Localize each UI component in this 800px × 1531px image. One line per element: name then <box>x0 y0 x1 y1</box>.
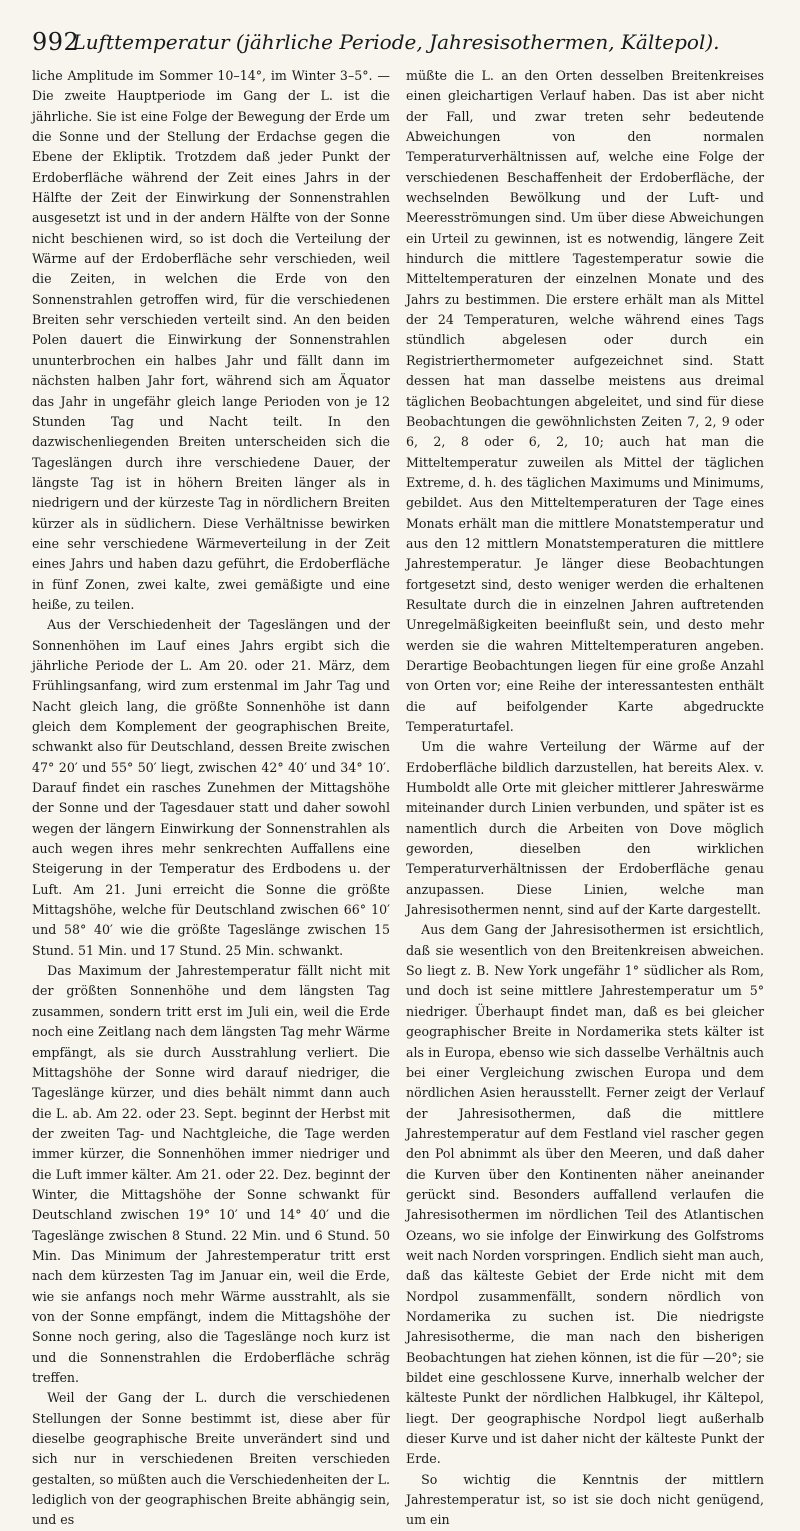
page-header <box>32 22 760 60</box>
paragraph: Weil der Gang der L. durch die verschiedenen Stellungen der Sonne bestimmt ist, diese aber für dieselbe geographische Breite unverändert sind und sich nur in verschiedenen Breiten verschieden gestalten, so müßten auch die Verschiedenheiten der L. lediglich von der geographischen Breite abhängig sein, und es <box>32 1390 390 1528</box>
text-columns <box>32 66 764 1531</box>
paragraph: So wichtig die Kenntnis der mittlern Jahrestemperatur ist, so ist sie doch nicht genügend, um ein <box>406 1471 764 1528</box>
paragraph: Um die wahre Verteilung der Wärme auf der Erdoberfläche bildlich darzustellen, hat bereits Alex. v. Humboldt alle Orte mit gleicher mittlerer Jahreswärme miteinander durch Linien verbunden, und später ist es namentlich durch die Arbeiten von Dove möglich geworden, dieselben den wirklichen Temperaturverhältnissen der Erdoberfläche genau anzupassen. Diese Linien, welche man Jahresisothermen nennt, sind auf der Karte dargestellt. <box>406 739 764 918</box>
running-title: Lufttemperatur (jährliche Periode, Jahresisothermen, Kältepol). <box>72 30 720 54</box>
left-column <box>32 66 390 1531</box>
right-column <box>406 66 764 1531</box>
paragraph: liche Amplitude im Sommer 10–14°, im Winter 3–5°. — Die zweite Hauptperiode im Gang der L. ist die jährliche. Sie ist eine Folge der Bewegung der Erde um die Sonne und der Stellung der Erdachse gegen die Ebene der Ekliptik. Trotzdem daß jeder Punkt der Erdoberfläche während der Zeit eines Jahrs in der Hälfte der Zeit der Einwirkung der Sonnenstrahlen ausgesetzt ist und in der andern Hälfte von der Sonne nicht beschienen wird, so ist doch die Verteilung der Wärme auf der Erdoberfläche sehr verschieden, weil die Zeiten, in welchen die Erde von den Sonnenstrahlen getroffen wird, für die verschiedenen Breiten sehr verschieden verteilt sind. An den beiden Polen dauert die Einwirkung der Sonnenstrahlen ununterbrochen ein halbes Jahr und fällt dann im nächsten halben Jahr fort, während sich am Äquator das Jahr in ungefähr gleich lange Perioden von je 12 Stunden Tag und Nacht teilt. In den dazwischenliegenden Breiten unterscheiden sich die Tageslängen durch ihre verschiedene Dauer, der längste Tag ist in höhern Breiten länger als in niedrigern und der kürzeste Tag in nördlichern Breiten kürzer als in südlichern. Diese Verhältnisse bewirken eine sehr verschiedene Wärmeverteilung in der Zeit eines Jahrs und haben dazu geführt, die Erdoberfläche in fünf Zonen, zwei kalte, zwei gemäßigte und eine heiße, zu teilen. <box>32 68 390 612</box>
paragraph: Aus dem Gang der Jahresisothermen ist ersichtlich, daß sie wesentlich von den Breitenkreisen abweichen. So liegt z. B. New York ungefähr 1° südlicher als Rom, und doch ist seine mittlere Jahrestemperatur um 5° niedriger. Überhaupt findet man, daß es bei gleicher geographischer Breite in Nordamerika stets kälter ist als in Europa, ebenso wie sich dasselbe Verhältnis auch bei einer Vergleichung zwischen Europa und dem nördlichen Asien herausstellt. Ferner zeigt der Verlauf der Jahresisothermen, daß die mittlere Jahrestemperatur auf dem Festland viel rascher gegen den Pol abnimmt als über den Meeren, und daß daher die Kurven über den Kontinenten näher aneinander gerückt sind. Besonders auffallend verlaufen die Jahresisothermen im nördlichen Teil des Atlantischen Ozeans, wo sie infolge der Einwirkung des Golfstroms weit nach Norden vorspringen. Endlich sieht man auch, daß das kälteste Gebiet der Erde nicht mit dem Nordpol zusammenfällt, sondern nördlich von Nordamerika zu suchen ist. Die niedrigste Jahresisotherme, die man nach den bisherigen Beobachtungen hat ziehen können, ist die für —20°; sie bildet eine geschlossene Kurve, innerhalb welcher der kälteste Punkt der nördlichen Halbkugel, ihr Kältepol, liegt. Der geographische Nordpol liegt außerhalb dieser Kurve und ist daher nicht der kälteste Punkt der Erde. <box>406 922 764 1467</box>
paragraph: Das Maximum der Jahrestemperatur fällt nicht mit der größten Sonnenhöhe und dem längsten Tag zusammen, sondern tritt erst im Juli ein, weil die Erde noch eine Zeitlang nach dem längsten Tag mehr Wärme empfängt, als sie durch Ausstrahlung verliert. Die Mittagshöhe der Sonne wird darauf niedriger, die Tageslänge kürzer, und dies behält nimmt dann auch die L. ab. Am 22. oder 23. Sept. beginnt der Herbst mit der zweiten Tag- und Nachtgleiche, die Tage werden immer kürzer, die Sonnenhöhen immer niedriger und die Luft immer kälter. Am 21. oder 22. Dez. beginnt der Winter, die Mittagshöhe der Sonne schwankt für Deutschland zwischen 19° 10′ und 14° 40′ und die Tageslänge zwischen 8 Stund. 22 Min. und 6 Stund. 50 Min. Das Minimum der Jahrestemperatur tritt erst nach dem kürzesten Tag im Januar ein, weil die Erde, wie sie anfangs noch mehr Wärme ausstrahlt, als sie von der Sonne empfängt, indem die Mittagshöhe der Sonne noch gering, also die Tageslänge noch kurz ist und die Sonnenstrahlen die Erdoberfläche schräg treffen. <box>32 963 390 1385</box>
paragraph: müßte die L. an den Orten desselben Breitenkreises einen gleichartigen Verlauf haben. Das ist aber nicht der Fall, und zwar treten sehr bedeutende Abweichungen von den normalen Temperaturverhältnissen auf, welche eine Folge der verschiedenen Beschaffenheit der Erdoberfläche, der wechselnden Bewölkung und der Luft- und Meeresströmungen sind. Um über diese Abweichungen ein Urteil zu gewinnen, ist es notwendig, längere Zeit hindurch die mittlere Tagestemperatur sowie die Mitteltemperaturen der einzelnen Monate und des Jahrs zu bestimmen. Die erstere erhält man als Mittel der 24 Temperaturen, welche während eines Tags stündlich abgelesen oder durch ein Registrierthermometer aufgezeichnet sind. Statt dessen hat man dasselbe meistens aus dreimal täglichen Beobachtungen abgeleitet, und sind für diese Beobachtungen die gewöhnlichsten Zeiten 7, 2, 9 oder 6, 2, 8 oder 6, 2, 10; auch hat man die Mitteltemperatur zuweilen als Mittel der täglichen Extreme, d. h. des täglichen Maximums und Minimums, gebildet. Aus den Mitteltemperaturen der Tage eines Monats erhält man die mittlere Monatstemperatur und aus den 12 mittlern Monatstemperaturen die mittlere Jahrestemperatur. Je länger diese Beobachtungen fortgesetzt sind, desto weniger werden die erhaltenen Resultate durch die in einzelnen Jahren auftretenden Unregelmäßigkeiten beeinflußt sein, und desto mehr werden sie die wahren Mitteltemperaturen angeben. Derartige Beobachtungen liegen für eine große Anzahl von Orten vor; eine Reihe der interessantesten enthält die auf beifolgender Karte abgedruckte Temperaturtafel. <box>406 68 764 734</box>
paragraph: Aus der Verschiedenheit der Tageslängen und der Sonnenhöhen im Lauf eines Jahrs ergibt sich die jährliche Periode der L. Am 20. oder 21. März, dem Frühlingsanfang, wird zum erstenmal im Jahr Tag und Nacht gleich lang, die größte Sonnenhöhe ist dann gleich dem Komplement der geographischen Breite, schwankt also für Deutschland, dessen Breite zwischen 47° 20′ und 55° 50′ liegt, zwischen 42° 40′ und 34° 10′. Darauf findet ein rasches Zunehmen der Mittagshöhe der Sonne und der Tagesdauer statt und daher sowohl wegen der längern Einwirkung der Sonnenstrahlen als auch wegen ihres mehr senkrechten Auffallens eine Steigerung in der Temperatur des Erdbodens u. der Luft. Am 21. Juni erreicht die Sonne die größte Mittagshöhe, welche für Deutschland zwischen 66° 10′ und 58° 40′ wie die größte Tageslänge zwischen 15 Stund. 51 Min. und 17 Stund. 25 Min. schwankt. <box>32 617 390 958</box>
page-number: 992 <box>32 28 80 56</box>
